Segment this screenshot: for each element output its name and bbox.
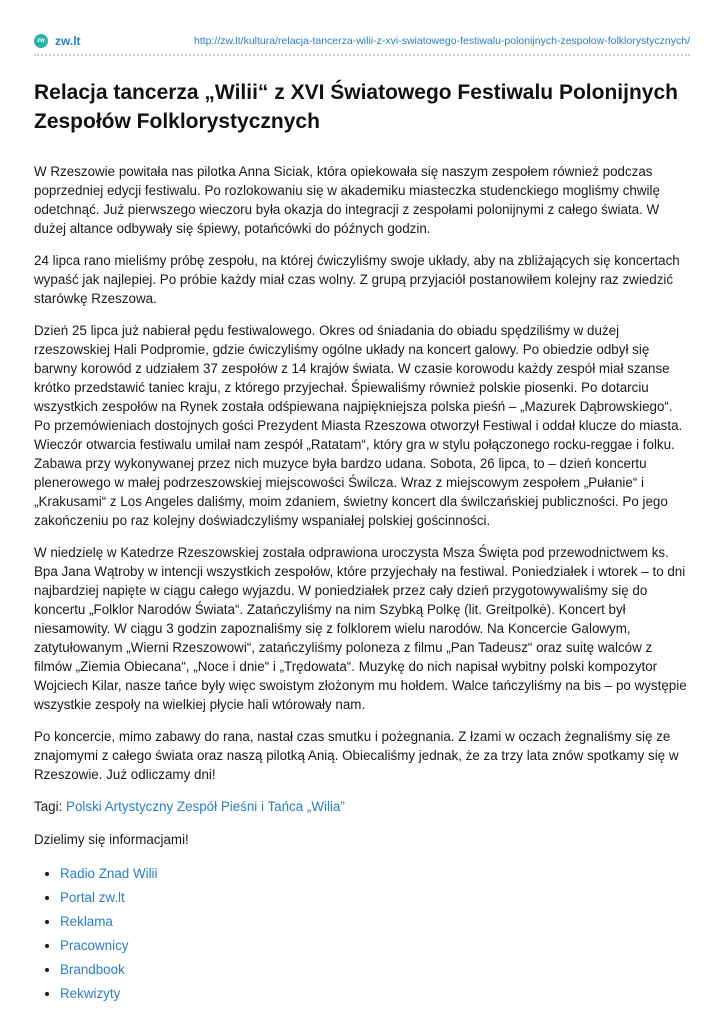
article-paragraph: Dzień 25 lipca już nabierał pędu festiwalowego. Okres od śniadania do obiadu spędziliśmy w dużej rzeszowskiej Hali Podpromie, gdzie ćwiczyliśmy ogólne układy na koncert galowy. Po obiedzie odbył się barwny korowód z udziałem 37 zespołów z 14 krajów świata. W czasie korowodu każdy zespół miał szanse krótko przedstawić taniec kraju, z którego przyjechał. Śpiewaliśmy również polskie piosenki. Po dotarciu wszystkich zespołów na Rynek została odśpiewana najpiękniejsza polska pieśń – „Mazurek Dąbrowskiego“. Po przemówieniach dostojnych gości Prezydent Miasta Rzeszowa otworzył Festiwal i oddał klucze do miasta. Wieczór otwarcia festiwalu umilał nam zespół „Ratatam“, który gra w stylu połączonego rocku-reggae i folku. Zabawa przy wykonywanej przez nich muzyce była bardzo udana. Sobota, 26 lipca, to – dzień koncertu plenerowego w małej podrzeszowskiej miejscowości Świlcza. Wraz z miejscowym zespołem „Pułanie“ i „Krakusami“ z Los Angeles daliśmy, moim zdaniem, świetny koncert dla świlczańskiej publiczności. Po jego zakończeniu po raz kolejny doświadczyliśmy wspaniałej polskiej gościnności. xyxy=(34,323,683,528)
share-link-portal[interactable]: Portal zw.lt xyxy=(60,890,125,905)
logo-icon: zw xyxy=(34,34,48,48)
tags-label: Tagi: xyxy=(34,799,63,814)
tag-link[interactable]: Polski Artystyczny Zespół Pieśni i Tańca „Wilia” xyxy=(66,799,345,814)
article-paragraph: 24 lipca rano mieliśmy próbę zespołu, na której ćwiczyliśmy swoje układy, aby na zbliżających się koncertach wypaść jak najlepiej. Po próbie każdy miał czas wolny. Z grupą przyjaciół postanowiłem kolejny raz zwiedzić starówkę Rzeszowa. xyxy=(34,253,680,306)
share-links-list xyxy=(34,862,690,1006)
article-title: Relacja tancerza „Wilii“ z XVI Światowego Festiwalu Polonijnych Zespołów Folklorystycznych xyxy=(34,81,678,133)
list-item xyxy=(60,862,690,886)
page-url-link[interactable]: http://zw.lt/kultura/relacja-tancerza-wilii-z-xvi-swiatowego-festiwalu-polonijnych-zespolow-folklorystycznych/ xyxy=(193,35,690,47)
list-item xyxy=(60,910,690,934)
article-paragraph: Po koncercie, mimo zabawy do rana, nastał czas smutku i pożegnania. Z łzami w oczach żegnaliśmy się ze znajomymi z całego świata oraz naszą pilotką Anią. Obiecaliśmy jednak, że za trzy lata znów spotkamy się w Rzeszowie. Już odliczamy dni! xyxy=(34,729,679,782)
list-item xyxy=(60,934,690,958)
share-link-radio[interactable]: Radio Znad Wilii xyxy=(60,866,158,881)
article xyxy=(0,56,724,1006)
share-link-reklama[interactable]: Reklama xyxy=(60,914,113,929)
site-logo[interactable] xyxy=(34,34,81,48)
list-item xyxy=(60,982,690,1006)
share-link-brandbook[interactable]: Brandbook xyxy=(60,962,125,977)
tags-line xyxy=(34,797,690,816)
article-paragraph: W niedzielę w Katedrze Rzeszowskiej została odprawiona uroczysta Msza Święta pod przewodnictwem ks. Bpa Jana Wątroby w intencji wszystkich zespołów, które przyjechały na festiwal. Poniedziałek i wtorek – to dni najbardziej napięte w ciągu całego wyjazdu. W poniedziałek przez cały dzień przygotowywaliśmy się do koncertu „Folklor Narodów Świata“. Zatańczyliśmy na nim Szybką Polkę (lit. Greitpolkė). Koncert był niesamowity. W ciągu 3 godzin zapoznaliśmy się z folklorem wielu narodów. Na Koncercie Galowym, zatytułowanym „Wierni Rzeszowowi“, zatańczyliśmy poloneza z filmu „Pan Tadeusz“ oraz suitę walców z filmów „Ziemia Obiecana“, „Noce i dnie“ i „Trędowata“. Muzykę do nich napisał wybitny polski kompozytor Wojciech Kilar, nasze tańce były więc swoistym złożonym mu hołdem. Walce tańczyliśmy na bis – po występie wszystkie zespoły na wielkiej płycie hali wtórowały nam. xyxy=(34,545,687,712)
page-header xyxy=(34,0,690,56)
share-link-pracownicy[interactable]: Pracownicy xyxy=(60,938,129,953)
list-item xyxy=(60,886,690,910)
site-name[interactable]: zw.lt xyxy=(55,34,81,48)
article-paragraph: W Rzeszowie powitała nas pilotka Anna Siciak, która opiekowała się naszym zespołem również podczas poprzedniej edycji festiwalu. Po rozlokowaniu się w akademiku miasteczka studenckiego mogliśmy chwilę odetchnąć. Już pierwszego wieczoru była okazja do integracji z zespołami polonijnymi z całego świata. W dużej altance odbywały się śpiewy, potańcówki do późnych godzin. xyxy=(34,164,660,236)
share-heading: Dzielimy się informacjami! xyxy=(34,832,189,847)
list-item xyxy=(60,958,690,982)
share-link-rekwizyty[interactable]: Rekwizyty xyxy=(60,986,121,1001)
